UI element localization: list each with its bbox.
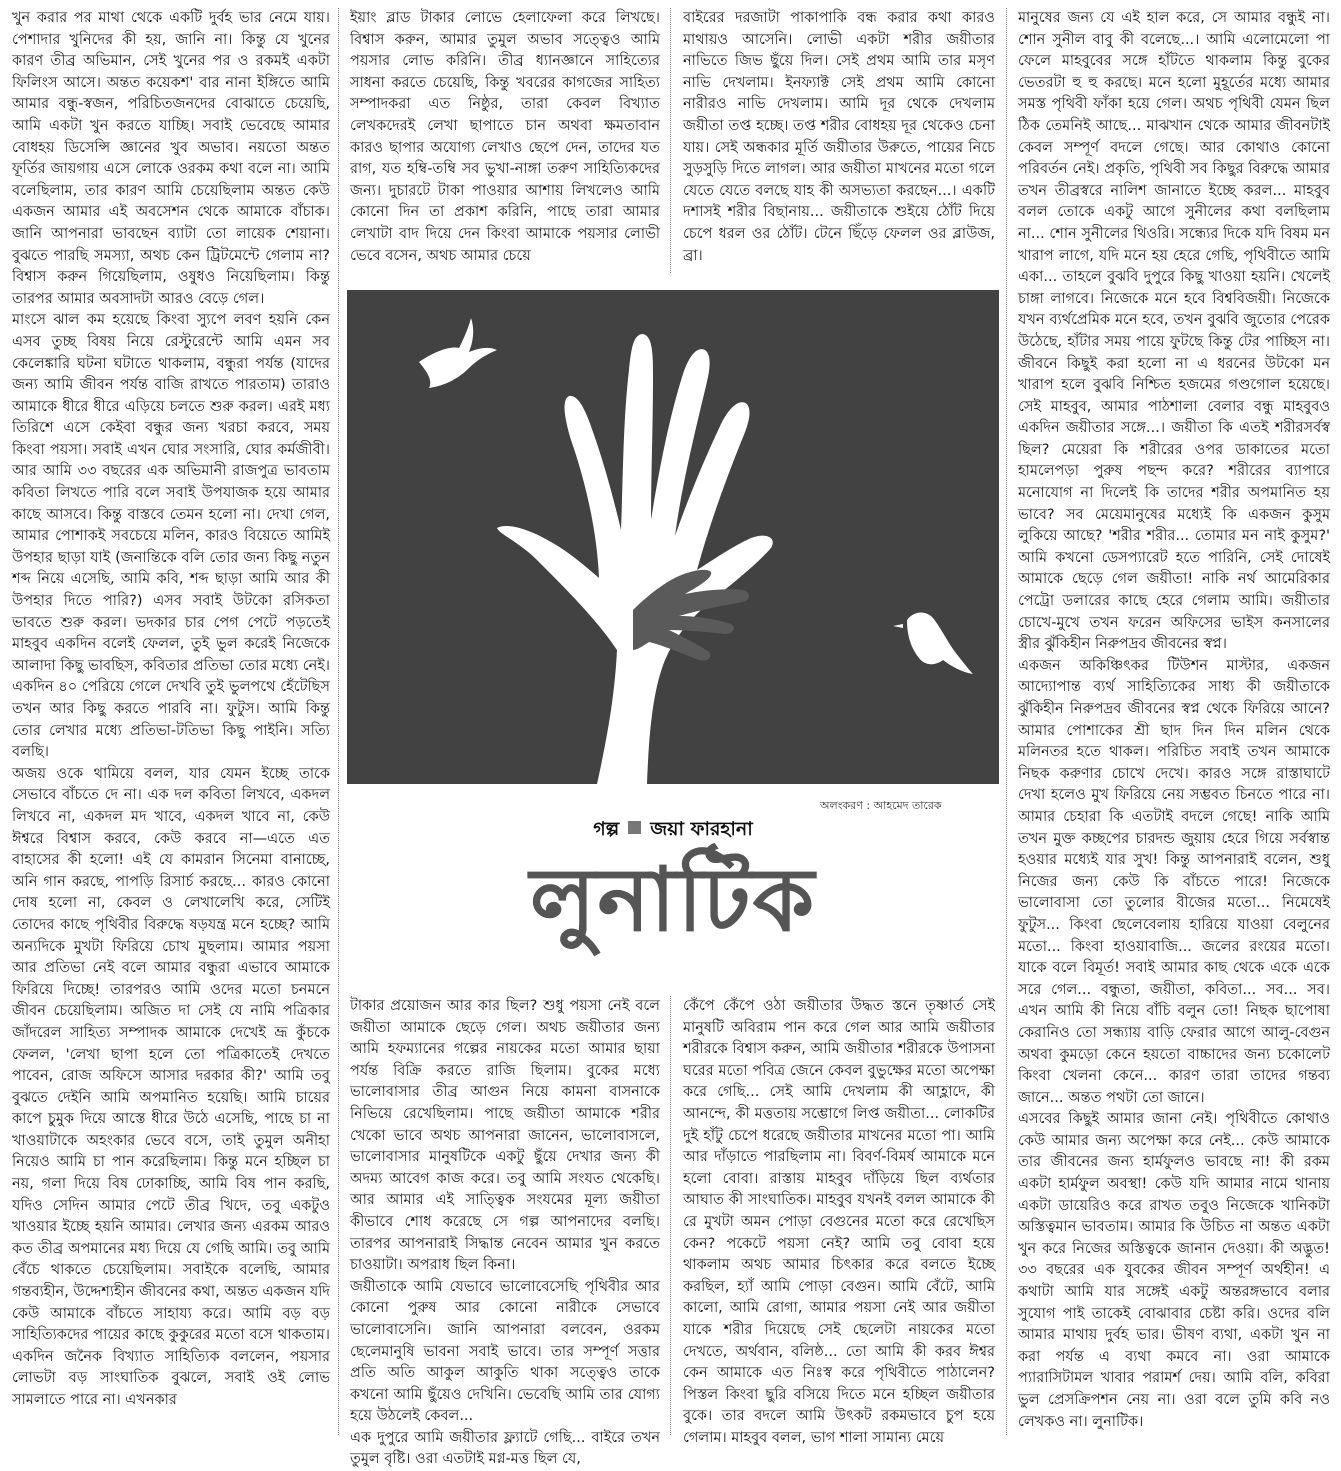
- column-2-bottom: [350, 996, 660, 1468]
- col1-paragraph-2: মাংসে ঝাল কম হয়েছে কিংবা স্যুপে লবণ হয়নি কেন এসব তুচ্ছ বিষয় নিয়ে রেস্টুরেন্টে আমি এমন সব কেলেঙ্কারি ঘটনা ঘটাতে থাকলাম, বন্ধুরা পর্যন্ত (যাদের জন্য আমি জীবন পর্যন্ত বাজি রাখতে পারতাম) তারাও আমাকে ধীরে ধীরে এড়িয়ে চলতে শুরু করল। এরই মধ্য তিরিশে এসে কেইবা বন্ধুর জন্য খরচা করবে, সময় কিংবা পয়সা। সবাই এখন ঘোর সংসারি, ঘোর কর্মজীবী। আর আমি ৩৩ বছরের এক অভিমানী রাজপুত্র ভাবতাম কবিতা লিখতে পারি বলে সবাই উপযাজক হয়ে আমার কাছে আসবে। কিন্তু বাস্তবে তেমন হলো না। দেখা গেল, আমার পোশাকই সবচেয়ে মলিন, কারও বিয়েতে আমিই উপহার ছাড়া যাই (জনান্তিকে বলি তোর জন্য কিছু নতুন শব্দ নিয়ে এসেছি, আমি কবি, শব্দ ছাড়া আমি আর কী উপহার দিতে পারি?) এসব সবাই উটকো রসিকতা ভাবতে শুরু করল। ভদকার চার পেগ পেটে পড়তেই মাহবুব একদিন বলেই ফেলল, তুই ভুল করেই নিজেকে আলাদা কিছু ভাবছিস, কবিতার প্রতিভা তোর মধ্যে নেই। একদিন ৪০ পেরিয়ে গেলে দেখবি তুই ভুলপথে হেঁটেছিস তখন আর কিছু করতে পারবি না। ফুটুস। আমি কিন্তু তোর লেখার মধ্যে প্রতিভা-টতিভা কিছু পাইনি। সত্যি বলছি।: [12, 312, 330, 761]
- column-4: [1018, 8, 1330, 1436]
- col1-paragraph-1: খুন করার পর মাথা থেকে একটি দুর্বহ ভার নেমে যায়। পেশাদার খুনিদের কী হয়, জানি না। কিন্তু যে খুনের কারণ তীব্র অভিমান, সেই খুনের পর ও রকমই একটা ফিলিংস আসে। অন্তত কয়েকশ' বার নানা ইঙ্গিতে আমি আমার বন্ধু-স্বজন, পরিচিতজনদের বোঝাতে চেয়েছি, আমি একটা খুন করতে যাচ্ছি। সবাই ভেবেছে আমার বোধহয় ডিসেন্সি জ্ঞানের খুব অভাব। নয়তো অন্তত ফূর্তির জায়গায় এসে লোকে ওরকম কথা বলে না। আমি বলেছিলাম, তার কারণ আমি চেয়েছিলাম অন্তত কেউ একজন আমার এই অবসেশন থেকে আমাকে বাঁচাক। জানি আপনারা ভাবছেন ব্যাটা তো লায়েক শেয়ানা। বুঝতে পারছি সমস্যা, অথচ কেন ট্রিটমেন্টে গেলাম না? বিশ্বাস করুন গিয়েছিলাম, ওষুধও নিয়েছিলাম। কিন্তু তারপর আমার অবসাদটা আরও বেড়ে গেল।: [12, 10, 330, 307]
- column-3-top: [683, 8, 995, 270]
- square-separator-icon: [628, 821, 641, 834]
- col1-paragraph-3: অজয় ওকে থামিয়ে বলল, যার যেমন ইচ্ছে তাকে সেভাবে বাঁচতে দে না। এক দল কবিতা লিখবে, একদল লিখবে না, একদল মদ খাবে, একদল খাবে না, কেউ ঈশ্বরে বিশ্বাস করবে, কেউ করবে না—এতে এত বাহাসের কী হলো! এই যে কামরান সিনেমা বানাচ্ছে, অনি গান করছে, পাপড়ি রিসার্চ করছে... কারও কোনো দোষ হলো না, কেবল ও লেখালেখি করে, সেটিই তোদের কাছে পৃথিবীর বিরুদ্ধে ষড়যন্ত্র মনে হচ্ছে? আমি অন্যদিকে মুখটা ফিরিয়ে চোখ মুছলাম। আমার পয়সা আর প্রতিভা নেই বলে আমার বন্ধুরা এভাবে আমাকে ফিরিয়ে দিচ্ছে! তারপরও আমি ওদের মতো চনমনে জীবন চেয়েছিলাম। অজিত দা সেই যে নামি পত্রিকার জাঁদরেল সাহিত্য সম্পাদক আমাকে দেখেই ভ্রূ কুঁচকে ফেলল, 'লেখা ছাপা হলে তো পত্রিকাতেই দেখতে পাবেন, রোজ অফিসে আসার দরকার কী?' আমি তবু বুঝতে দেইনি আমি অপমানিত হয়েছি। আমি চায়ের কাপে চুমুক দিয়ে আস্তে ধীরে উঠে এসেছি, পাছে চা না খাওয়াটাকে অহংকার ভেবে বসে, তাই তুমুল অনীহা নিয়েও আমি চা পান করেছিলাম। কিন্তু মনে হচ্ছিল চা নয়, গলা দিয়ে বিষ ঢোকাচ্ছি, আমি বিষ পান করছি, যদিও সেদিন আমার পেটে তীব্র খিদে, তবু একটুও খাওয়ার ইচ্ছে হয়নি আমার। লেখার জন্য এরকম আরও কত তীব্র অপমানের মধ্য দিয়ে যে গেছি আমি। তবু আমি বেঁচে থাকতে চেয়েছিলাম। সবাইকে বলেছি, আমার গন্তব্যহীন, উদ্দেশ্যহীন জীবনের কথা, অন্তত একজন যদি কেউ আমাকে বাঁচতে সাহায্য করে। আমি বড় বড় সাহিত্যিকদের পায়ের কাছে কুকুরের মতো বসে থাকতাম। একদিন জনৈক বিখ্যাত সাহিত্যিক বললেন, পয়সার লোভটা বড় সাংঘাতিক বুঝলে, সবাই ওই লোভ সামলাতে পারে না। এখনকার: [12, 765, 330, 1408]
- column-divider-2-top: [670, 8, 671, 273]
- column-divider-3: [1006, 8, 1007, 1435]
- story-illustration: [347, 290, 999, 784]
- bird-flying-icon: [419, 318, 497, 388]
- col3-bottom-paragraph-1: কেঁপে কেঁপে ওঠা জয়ীতার উদ্ধত স্তনে তৃষ্ণার্ত সেই মানুষটি অবিরাম পান করে গেল আর আমি জয়ীতার শরীরকে বিশ্বাস করুন, আমি জয়ীতার শরীরকে উপাসনা ঘরের মতো পবিত্র জেনে কেবল বুভুক্ষের মতো অপেক্ষা করে গেছি... সেই আমি দেখলাম কী আহ্লাদে, কী আনন্দে, কী মত্ততায় সম্ভোগে লিপ্ত জয়ীতা... লোকটির দুই হাঁটু চেপে ধরেছে জয়ীতার মাখনের মতো পা। আমি আর দাঁড়াতে পারছিলাম না। বিবর্ণ-বিমর্ষ আমাকে মনে হলো বোবা। রাস্তায় মাহবুব দাঁড়িয়ে ছিল ব্যর্থতার আঘাত কী সাংঘাতিক। মাহবুব যখনই বলল আমাকে কী রে মুখটা অমন পোড়া বেগুনের মতো করে রেখেছিস কেন? পকেটে পয়সা নেই? আমি তবু বোবা হয়ে থাকলাম অথচ আমার চিৎকার করে বলতে ইচ্ছে করছিল, হ্যাঁ আমি পোড়া বেগুন। আমি বেঁটে, আমি কালো, আমি রোগা, আমার পয়সা নেই আর জয়ীতা যাকে শরীর দিয়েছে সেই ছেলেটা নায়কের মতো দেখতে, অর্থবান, বলিষ্ঠ... তো আমি কী করব ঈশ্বর কেন আমাকে এত নিঃস্ব করে পৃথিবীতে পাঠালেন? পিস্তল কিংবা ছুরি বসিয়ে দিতে মনে হচ্ছিল জয়ীতার বুকে। তার বদলে আমি উৎকট রকমভাবে চুপ হয়ে গেলাম। মাহবুব বলল, ভাগ শালা সামান্য মেয়ে: [683, 998, 995, 1446]
- column-divider-2-bottom: [670, 996, 671, 1435]
- col2-bottom-paragraph-2: জয়ীতাকে আমি যেভাবে ভালোবেসেছি পৃথিবীর আর কোনো পুরুষ আর কোনো নারীকে সেভাবে ভালোবাসেনি। জানি আপনারা বলবেন, ওরকম ছেলেমানুষি ভাবনা সবাই ভাবে। তার সম্পূর্ণ সত্তার প্রতি অতি আকুল আকুতি থাকা সত্ত্বেও তাকে কখনো আমি ছুঁয়েও দেখিনি। ভেবেছি আমি তার যোগ্য হয়ে উঠলেই কেবল...: [350, 1278, 660, 1425]
- col2-bottom-paragraph-1: টাকার প্রয়োজন আর কার ছিল? শুধু পয়সা নেই বলে জয়ীতা আমাকে ছেড়ে গেল। অথচ জয়ীতার জন্য আমি হফম্যানের গল্পের নায়কের মতো আমার ছায়া পর্যন্ত বিক্রি করতে রাজি ছিলাম। বুকের মধ্যে ভালোবাসার তীব্র আগুন নিয়ে কামনা বাসনাকে নিভিয়ে রেখেছিলাম। পাছে জয়ীতা আমাকে শরীর খেকো ভাবে অথচ আপনারা জানেন, ভালোবাসলে, ভালোবাসার মানুষটিকে একটু ছুঁয়ে দেখার জন্য কী অদম্য আবেগ কাজ করে। তবু আমি সংযত থেকেছি। আর আমার এই সাত্ত্বিক সংযমের মূল্য জয়ীতা কীভাবে শোধ করেছে সে গল্প আপনাদের বলছি। তারপর আপনারাই সিদ্ধান্ত নেবেন আমার খুন করতে চাওয়াটা। অপরাধ ছিল কিনা।: [350, 998, 660, 1274]
- illustration-credit: অলংকরণ : আহমেদ তারেক: [820, 799, 942, 812]
- hands-illustration: [347, 290, 999, 784]
- hands-icon: [497, 334, 773, 784]
- column-3-bottom: [683, 996, 995, 1446]
- story-byline: [347, 815, 999, 847]
- col4-paragraph-2: একজন অকিঞ্চিৎকর টিউশন মাস্টার, একজন আদ্যোপান্ত ব্যর্থ সাহিত্যিকের সাধ্য কী জয়ীতাকে ঝুঁকিহীন নিরুপদ্রব জীবনের স্বপ্ন থেকে ফিরিয়ে আনে? আমার পোশাকের শ্রী ছাদ দিন দিন মলিন থেকে মলিনতর হতে থাকল। পরিচিত সবাই তখন আমাকে নিছক করুণার চোখে দেখে। কারও সঙ্গে রাস্তাঘাটে দেখা হলেও মুখ ফিরিয়ে নেয় সম্ভবত চিনতে পারে না। আমার চেহারা কি এতটাই বদলে গেছে! নাকি আমি তখন মুক্ত কচ্ছপের চারদন্ড জুয়ায় হেরে গিয়ে সর্বস্বান্ত হওয়ার মধ্যেই যার সুখ! কিন্তু আপনারাই বলেন, শুধু নিজের জন্য কেউ কি বাঁচতে পারে! নিজেকে ভালোবাসা তো তুলোর বীজের মতো... নিমেষেই ফুটুস... কিংবা ছেলেবেলায় হারিয়ে যাওয়া বেলুনের মতো... কিংবা হাওয়াবাজি... জলের রংয়ের মতো। যাকে বলে বিমূর্ত! সবাই আমার কাছ থেকে একে একে সরে গেল... বন্ধুতা, জয়ীতা, কবিতা... সব... সব। এখন আমি কী নিয়ে বাঁচি বলুন তো! নিছক ছাপোষা কেরানিও তো সন্ধ্যায় বাড়ি ফেরার আগে আলু-বেগুন অথবা কুমড়ো কেনে হয়তো বাচ্চাদের জন্য চকোলেট কিংবা খেলনা কেনে... কারণ তারা তাদের গন্তব্য জানে... অন্তত পথটা তো জানে।: [1018, 657, 1330, 1106]
- col4-paragraph-1: মানুষের জন্য যে এই হাল করে, সে আমার বন্ধুই না। শোন সুনীল বাবু কী বলেছে...। আমি এলোমেলো পা ফেলে মাহবুবের সঙ্গে হাঁটতে থাকলাম কিন্তু বুকের ভেতরটা হু হু করছে। মনে হলো মুহূর্তের মধ্যে আমার সমস্ত পৃথিবী ফাঁকা হয়ে গেল। অথচ পৃথিবী যেমন ছিল ঠিক তেমনিই আছে... মাঝখান থেকে আমার জীবনটাই কেবল সম্পূর্ণ বদলে গেছে। আর কোথাও কোনো পরিবর্তন নেই। প্রকৃতি, পৃথিবী সব কিছুর বিরুদ্ধে আমার তখন তীব্রস্বরে নালিশ জানাতে ইচ্ছে করল... মাহবুব বলল তোকে একটু আগে সুনীলের কথা বলছিলাম না... শোন সুনীলের থিওরি। সন্ধ্যের দিকে যদি বিষম মন খারাপ লাগে, যদি মনে হয় হেরে গেছি, পৃথিবীতে আমি একা... তাহলে বুঝবি দুপুরে কিছু খাওয়া হয়নি। খেলেই চাঙ্গা লাগবে। নিজেকে মনে হবে বিশ্ববিজয়ী। নিজেকে যখন ব্যর্থপ্রেমিক মনে হবে, তখন বুঝবি জুতোর পেরেক উঠেছে, হাঁটার সময় পায়ে ফুটছে কিন্তু টের পাচ্ছিস না। জীবনে কিছুই করা হলো না এ ধরনের উটকো মন খারাপ হলে বুঝবি নিশ্চিত হজমের গণ্ডগোল হয়েছে। সেই মাহবুব, আমার পাঠশালা বেলার বন্ধু মাহবুবও একদিন জয়ীতার সঙ্গে...। জয়ীতা কি এতই শরীরসর্বস্ব ছিল? মেয়েরা কি শরীরের ওপর ডাকাতের মতো হামলেপড়া পুরুষ পছন্দ করে? শরীরের ব্যাপারে মনোযোগ না দিলেই কি তাদের শরীর অপমানিত হয় ভাবে? সব মেয়েমানুষের মধ্যেই কি একজন কুসুম লুকিয়ে আছে? 'শরীর শরীর... তোমার মন নাই কুসুম?' আমি কখনো ডেসপ্যারেট হতে পারিনি, সেই দোষেই আমাকে ছেড়ে গেল জয়ীতা! নাকি নর্থ আমেরিকার পেট্রো ডলারের কাছে হেরে গেলাম আমি। জয়ীতার চোখে-মুখে তখন ফরেন অফিসের ভাইস কনসালের স্ত্রীর ঝুঁকিহীন নিরুপদ্রব জীবনের স্বপ্ন।: [1018, 10, 1330, 653]
- column-divider-1: [338, 8, 339, 1435]
- col2-top-paragraph-1: ইয়াং ব্লাড টাকার লোভে হেলাফেলা করে লিখছে। বিশ্বাস করুন, আমার তুমুল অভাব সত্ত্বেও আমি পয়সার লোভ করিনি। তীব্র ধ্যানজ্ঞানে সাহিত্যের সাধনা করতে চেয়েছি, কিন্তু খবরের কাগজের সাহিত্য সম্পাদকরা এত নিষ্ঠুর, তারা কেবল বিখ্যাত লেখকদেরই লেখা ছাপাতে চান অথবা ক্ষমতাবান কারও ছাপার অযোগ্য লেখাও ছেপে দেন, তাদের যত রাগ, যত হম্বি-তম্বি সব ভুখা-নাঙ্গা তরুণ সাহিত্যিকদের জন্য। দুচারটে টাকা পাওয়ার আশায় লিখলেও আমি কোনো দিন তা প্রকাশ করিনি, পাছে তারা আমার লেখাটা বাদ দিয়ে দেন কিংবা আমাকে পয়সার লোভী ভেবে বসেন, অথচ আমার চেয়ে: [350, 10, 660, 264]
- story-title: লুনাটিক: [529, 848, 817, 951]
- col2-bottom-paragraph-3: এক দুপুরে আমি জয়ীতার ফ্ল্যাটে গেছি... বাইরে তখন তুমুল বৃষ্টি। ওরা এতটাই মগ্ন-মত্ত ছিল যে,: [350, 1429, 660, 1468]
- author-name: জয়া ফারহানা: [650, 818, 753, 840]
- col4-paragraph-3: এসবের কিছুই আমার জানা নেই। পৃথিবীতে কোথাও কেউ আমার জন্য অপেক্ষা করে নেই... কেউ আমাকে তার জীবনের জন্য হার্মফুলও ভাবছে না! কী রকম একটা হার্মফুল অবস্থা! কেউ যদি আমার নামে থানায় একটা ডায়েরিও করে রাখত তবুও নিজেকে খানিকটা অস্তিত্বমান ভাবতাম। আমার কি উচিত না অন্তত একটা খুন করে নিজের অস্তিত্বকে জানান দেওয়া। কী অদ্ভুত! ৩৩ বছরের এক যুবকের জীবন সম্পূর্ণ অর্থহীন! এ কথাটা আমি যার সঙ্গেই একটু অন্তরঙ্গভাবে বলার সুযোগ পাই তাকেই বোঝাবার চেষ্টা করি। ওদের বলি আমার মাথায় দুর্বহ ভার। ভীষণ ব্যথা, একটা খুন না করা পর্যন্ত এ ব্যথা কমবে না। ওরা আমাকে প্যারাসিটামল খাবার পরামর্শ দেয়। আমি বলি, কবিরা ভুল প্রেসক্রিপশন নেয় না। ওরা বলে তুমি কবি নও লেখকও না। লুনাটিক।: [1018, 1111, 1330, 1430]
- story-label: গল্প: [593, 818, 620, 840]
- column-1: [12, 8, 330, 1436]
- bird-perched-icon: [893, 613, 973, 674]
- col3-top-paragraph-1: বাইরের দরজাটা পাকাপাকি বন্ধ করার কথা কারও মাথায়ও আসেনি। লোভী একটা শরীর জয়ীতার নাভিতে জিভ ছুঁয়ে দিল। সেই প্রথম আমি তার মসৃণ নাভি দেখলাম। ইনফ্যাক্ট সেই প্রথম আমি কোনো নারীরও নাভি দেখলাম। আমি দূর থেকে দেখলাম জয়ীতা তপ্ত হচ্ছে। তপ্ত শরীর বোধহয় দূর থেকেও চেনা যায়। সেই অন্ধকার মূর্তি জয়ীতার উরুতে, পায়ের নিচে সুড়সুড়ি দিতে লাগল। আর জয়ীতা মাখনের মতো গলে যেতে যেতে বলছে যাহ কী অসভ্যতা করছেন...। একটি দশাসই শরীর বিছানায়... জয়ীতাকে শুইয়ে ঠোঁট দিয়ে চেপে ধরল ওর ঠোঁট। টেনে ছিঁড়ে ফেলল ওর ব্লাউজ, ব্রা।: [683, 10, 995, 264]
- column-2-top: [350, 8, 660, 270]
